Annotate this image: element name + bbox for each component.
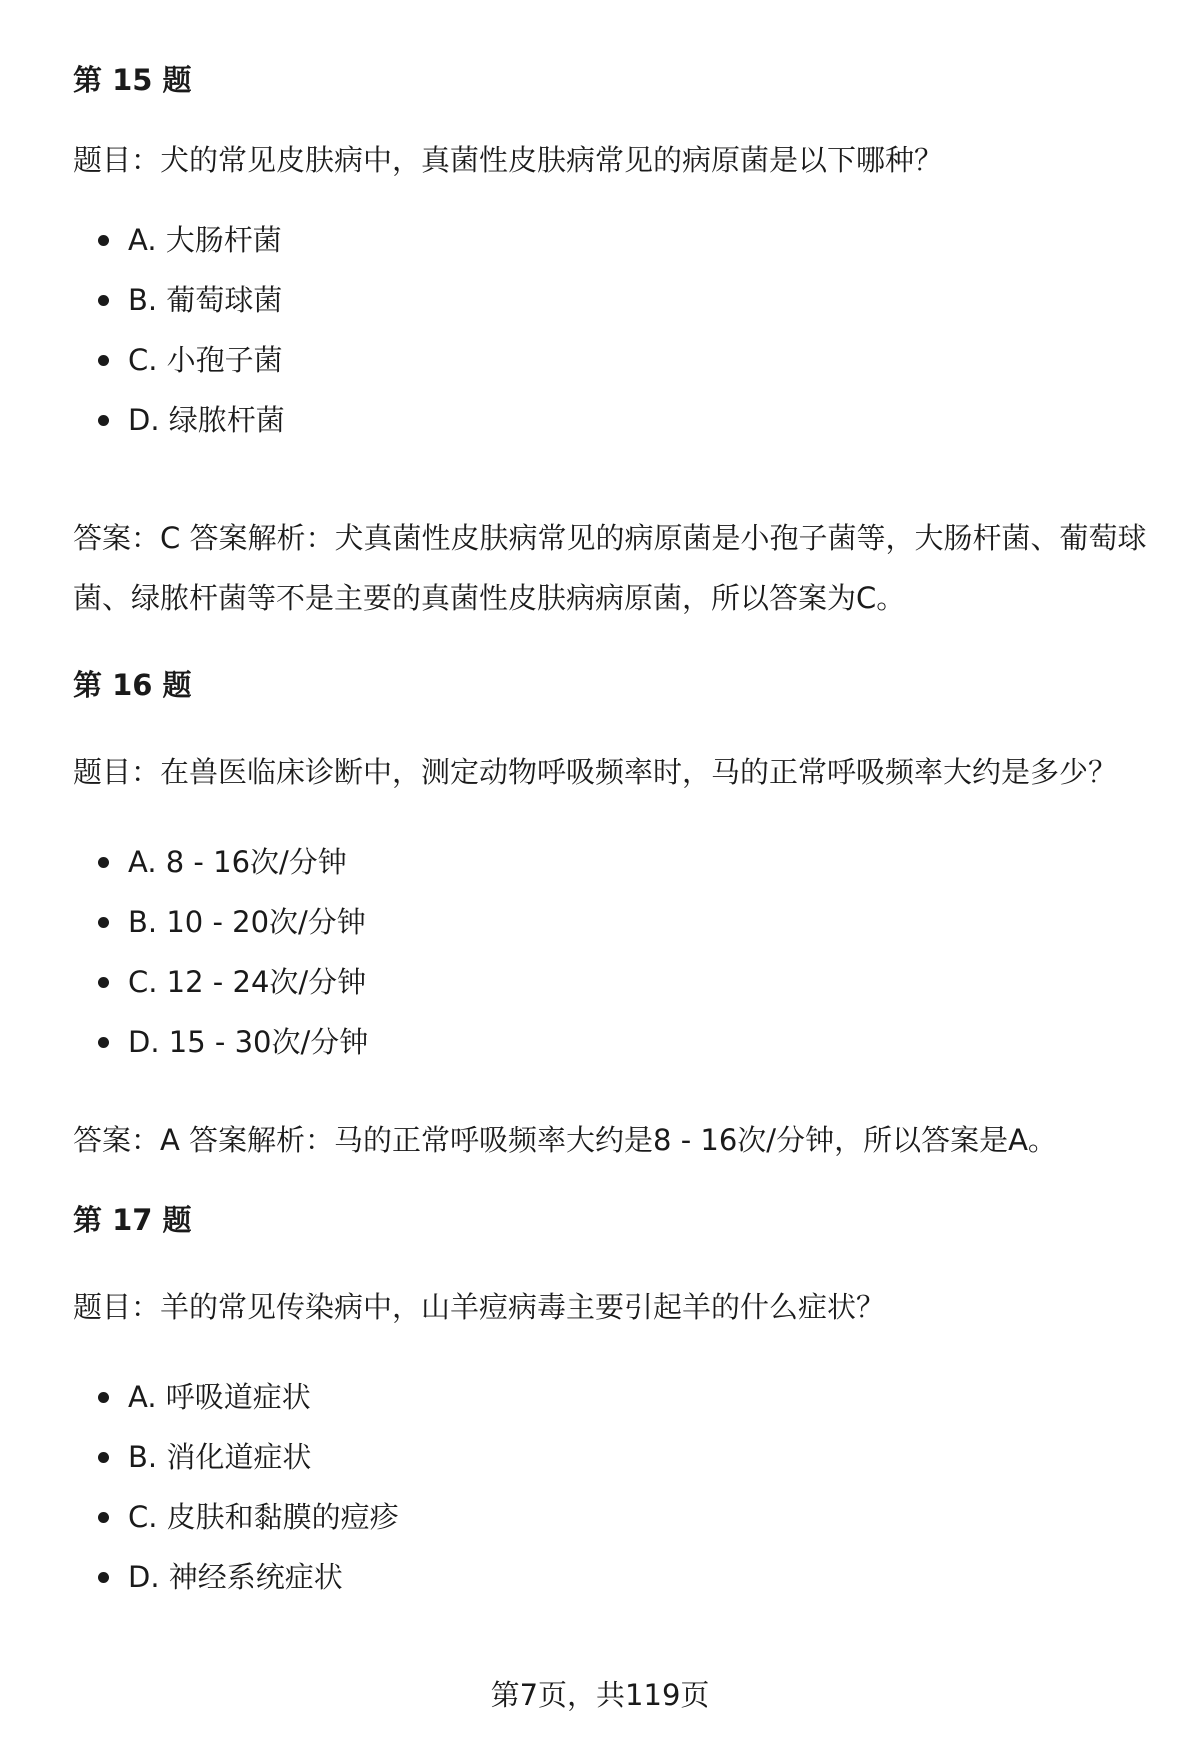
answer-explanation: 答案：A 答案解析：马的正常呼吸频率大约是8 - 16次/分钟，所以答案是A。 — [73, 1123, 1057, 1157]
option-item: B. 消化道症状 — [73, 1437, 399, 1497]
bullet-icon — [98, 415, 109, 426]
option-item: A. 8 - 16次/分钟 — [73, 842, 368, 902]
bullet-icon — [98, 857, 109, 868]
bullet-icon — [98, 1572, 109, 1583]
option-item: A. 大肠杆菌 — [73, 220, 285, 280]
bullet-icon — [98, 295, 109, 306]
bullet-icon — [98, 917, 109, 928]
question-stem: 题目：在兽医临床诊断中，测定动物呼吸频率时，马的正常呼吸频率大约是多少？ — [73, 755, 1118, 789]
option-list — [73, 842, 368, 1082]
option-list — [73, 220, 285, 460]
page-number-footer: 第7页，共119页 — [490, 1678, 710, 1712]
bullet-icon — [98, 1392, 109, 1403]
bullet-icon — [98, 1452, 109, 1463]
bullet-icon — [98, 1037, 109, 1048]
option-item: D. 神经系统症状 — [73, 1557, 399, 1617]
option-item: B. 10 - 20次/分钟 — [73, 902, 368, 962]
option-item: A. 呼吸道症状 — [73, 1377, 399, 1437]
bullet-icon — [98, 1512, 109, 1523]
bullet-icon — [98, 977, 109, 988]
question-heading: 第 17 题 — [73, 1203, 192, 1237]
option-item: C. 12 - 24次/分钟 — [73, 962, 368, 1022]
option-list — [73, 1377, 399, 1617]
question-stem: 题目：羊的常见传染病中，山羊痘病毒主要引起羊的什么症状？ — [73, 1290, 886, 1324]
option-item: D. 15 - 30次/分钟 — [73, 1022, 368, 1082]
option-item: B. 葡萄球菌 — [73, 280, 285, 340]
question-stem: 题目：犬的常见皮肤病中，真菌性皮肤病常见的病原菌是以下哪种？ — [73, 143, 944, 177]
bullet-icon — [98, 355, 109, 366]
question-heading: 第 15 题 — [73, 63, 192, 97]
question-heading: 第 16 题 — [73, 668, 192, 702]
option-item: C. 小孢子菌 — [73, 340, 285, 400]
option-item: D. 绿脓杆菌 — [73, 400, 285, 460]
answer-explanation: 答案：C 答案解析：犬真菌性皮肤病常见的病原菌是小孢子菌等，大肠杆菌、葡萄球菌、绿脓杆菌等不是主要的真菌性皮肤病病原菌，所以答案为C。 — [73, 521, 1147, 615]
option-item: C. 皮肤和黏膜的痘疹 — [73, 1497, 399, 1557]
bullet-icon — [98, 235, 109, 246]
